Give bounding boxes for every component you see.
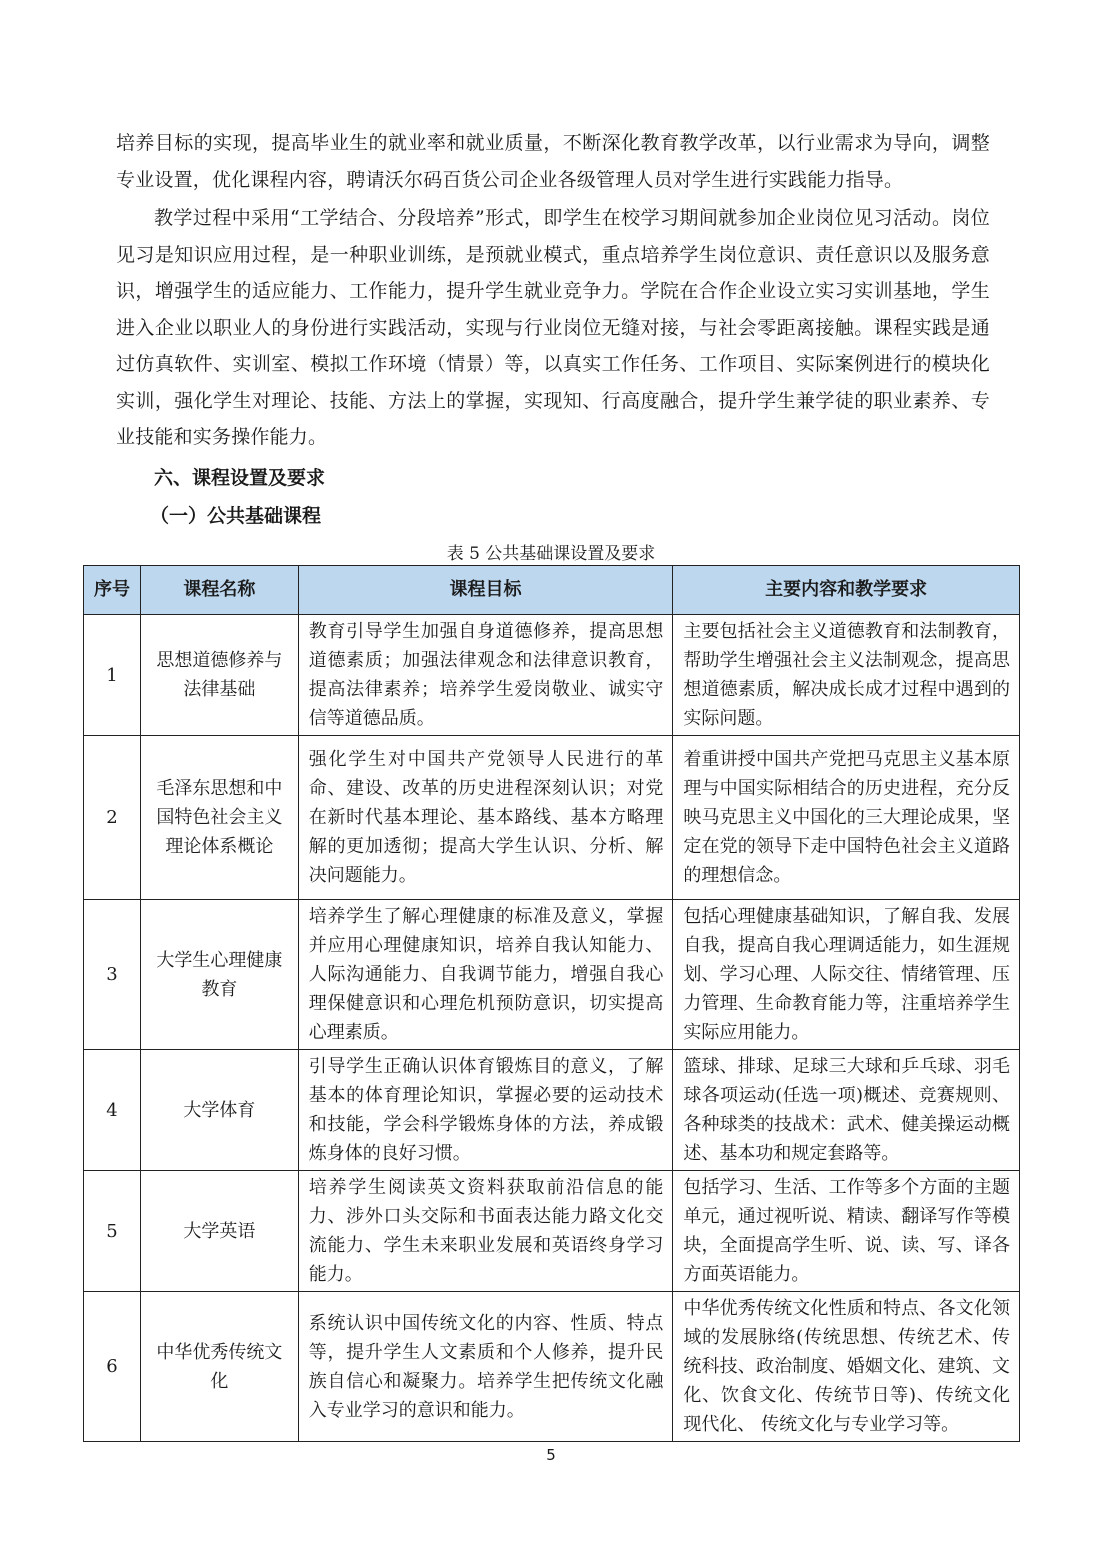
cell-requirements: 着重讲授中国共产党把马克思主义基本原理与中国实际相结合的历史进程，充分反映马克思主义中国化的三大理论成果，坚定在党的领导下走中国特色社会主义道路的理想信念。: [673, 736, 1020, 900]
course-table: [83, 565, 1020, 1442]
column-header-course-goal: 课程目标: [298, 566, 673, 615]
cell-course-goal: 教育引导学生加强自身道德修养，提高思想道德素质；加强法律观念和法律意识教育，提高法律素养；培养学生爱岗敬业、诚实守信等道德品质。: [298, 615, 673, 736]
cell-no: 6: [84, 1292, 141, 1442]
subsection-heading: （一）公共基础课程: [150, 505, 322, 527]
cell-requirements: 包括学习、生活、工作等多个方面的主题单元，通过视听说、精读、翻译写作等模块，全面提高学生听、说、读、写、译各方面英语能力。: [673, 1171, 1020, 1292]
cell-course-goal: 强化学生对中国共产党领导人民进行的革命、建设、改革的历史进程深刻认识；对党在新时代基本理论、基本路线、基本方略理解的更加透彻；提高大学生认识、分析、解决问题能力。: [298, 736, 673, 900]
column-header-content-requirements: 主要内容和教学要求: [673, 566, 1020, 615]
cell-course-name: 中华优秀传统文化: [140, 1292, 298, 1442]
cell-course-name: 大学体育: [140, 1050, 298, 1171]
cell-course-goal: 系统认识中国传统文化的内容、性质、特点等，提升学生人文素质和个人修养，提升民族自信心和凝聚力。培养学生把传统文化融入专业学习的意识和能力。: [298, 1292, 673, 1442]
page-number: 5: [546, 1446, 556, 1464]
cell-requirements: 主要包括社会主义道德教育和法制教育，帮助学生增强社会主义法制观念，提高思想道德素质，解决成长成才过程中遇到的实际问题。: [673, 615, 1020, 736]
cell-requirements: 篮球、排球、足球三大球和乒乓球、羽毛球各项运动(任选一项)概述、竞赛规则、各种球类的技战术：武术、健美操运动概述、基本功和规定套路等。: [673, 1050, 1020, 1171]
cell-course-goal: 培养学生阅读英文资料获取前沿信息的能力、涉外口头交际和书面表达能力路文化交流能力、学生未来职业发展和英语终身学习能力。: [298, 1171, 673, 1292]
table-row: [84, 615, 1020, 736]
section-heading: 六、课程设置及要求: [154, 467, 326, 489]
table-row: [84, 900, 1020, 1050]
cell-course-name: 大学英语: [140, 1171, 298, 1292]
body-paragraph-2: 教学过程中采用“工学结合、分段培养”形式，即学生在校学习期间就参加企业岗位见习活动。岗位见习是知识应用过程，是一种职业训练，是预就业模式，重点培养学生岗位意识、责任意识以及服务意识，增强学生的适应能力、工作能力，提升学生就业竞争力。学院在合作企业设立实习实训基地，学生进入企业以职业人的身份进行实践活动，实现与行业岗位无缝对接，与社会零距离接触。课程实践是通过仿真软件、实训室、模拟工作环境（情景）等，以真实工作任务、工作项目、实际案例进行的模块化实训，强化学生对理论、技能、方法上的掌握，实现知、行高度融合，提升学生兼学徒的职业素养、专业技能和实务操作能力。: [116, 207, 990, 448]
column-header-course-name: 课程名称: [140, 566, 298, 615]
table-header-row: [84, 566, 1020, 615]
cell-course-name: 毛泽东思想和中国特色社会主义理论体系概论: [140, 736, 298, 900]
cell-no: 1: [84, 615, 141, 736]
cell-course-goal: 引导学生正确认识体育锻炼目的意义，了解基本的体育理论知识，掌握必要的运动技术和技能，学会科学锻炼身体的方法，养成锻炼身体的良好习惯。: [298, 1050, 673, 1171]
column-header-no: 序号: [84, 566, 141, 615]
body-paragraph-1: 培养目标的实现，提高毕业生的就业率和就业质量，不断深化教育教学改革，以行业需求为导向，调整专业设置，优化课程内容，聘请沃尔码百货公司企业各级管理人员对学生进行实践能力指导。: [116, 132, 990, 191]
cell-course-goal: 培养学生了解心理健康的标准及意义，掌握并应用心理健康知识，培养自我认知能力、人际沟通能力、自我调节能力，增强自我心理保健意识和心理危机预防意识，切实提高心理素质。: [298, 900, 673, 1050]
table-row: [84, 1171, 1020, 1292]
cell-no: 5: [84, 1171, 141, 1292]
table-caption: 表 5 公共基础课设置及要求: [446, 544, 656, 564]
cell-course-name: 大学生心理健康教育: [140, 900, 298, 1050]
cell-requirements: 包括心理健康基础知识，了解自我、发展自我，提高自我心理调适能力，如生涯规划、学习心理、人际交往、情绪管理、压力管理、生命教育能力等，注重培养学生实际应用能力。: [673, 900, 1020, 1050]
cell-no: 4: [84, 1050, 141, 1171]
table-row: [84, 736, 1020, 900]
cell-course-name: 思想道德修养与法律基础: [140, 615, 298, 736]
table-row: [84, 1292, 1020, 1442]
cell-no: 3: [84, 900, 141, 1050]
cell-requirements: 中华优秀传统文化性质和特点、各文化领域的发展脉络(传统思想、传统艺术、传统科技、政治制度、婚姻文化、建筑、文化、饮食文化、传统节日等)、传统文化现代化、 传统文化与专业学习等。: [673, 1292, 1020, 1442]
table-row: [84, 1050, 1020, 1171]
cell-no: 2: [84, 736, 141, 900]
